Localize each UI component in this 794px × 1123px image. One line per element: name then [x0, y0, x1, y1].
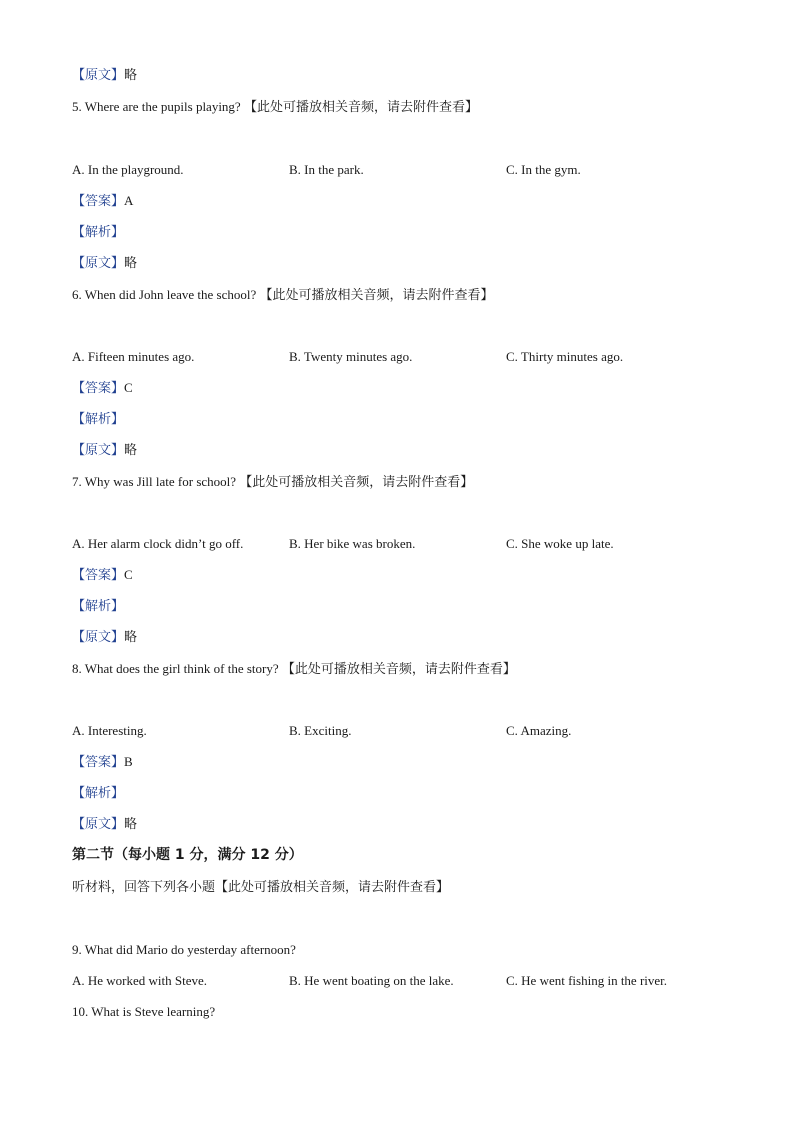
option-a: A. Interesting.: [72, 723, 147, 738]
question-text: 9. What did Mario do yesterday afternoon?: [72, 942, 296, 957]
question-text: 5. Where are the pupils playing?: [72, 99, 241, 114]
original-text-line: [72, 66, 137, 85]
audio-note: 【此处可播放相关音频，请去附件查看】: [281, 662, 516, 677]
audio-note: 【此处可播放相关音频，请去附件查看】: [239, 475, 474, 490]
answer-value: B: [124, 754, 133, 769]
answer-value: C: [124, 567, 133, 582]
question-8-stem: [72, 660, 516, 679]
analysis-line: [72, 223, 124, 242]
answer-value: C: [124, 380, 133, 395]
section-2-heading: 第二节（每小题 1 分，满分 12 分）: [72, 847, 303, 863]
audio-note: 【此处可播放相关音频，请去附件查看】: [215, 880, 450, 895]
answer-label: 【答案】: [72, 755, 125, 770]
audio-note: 【此处可播放相关音频，请去附件查看】: [259, 288, 494, 303]
omitted-text: 略: [124, 68, 138, 83]
analysis-label: 【解析】: [72, 225, 125, 240]
omitted-text: 略: [124, 443, 138, 458]
analysis-label: 【解析】: [72, 786, 125, 801]
question-text: 10. What is Steve learning?: [72, 1004, 216, 1019]
audio-note: 【此处可播放相关音频，请去附件查看】: [243, 100, 478, 115]
question-5-stem: [72, 98, 478, 117]
option-b: B. Her bike was broken.: [289, 536, 416, 551]
answer-label: 【答案】: [72, 194, 125, 209]
analysis-label: 【解析】: [72, 412, 125, 427]
option-c: C. She woke up late.: [506, 536, 614, 551]
option-c: C. Amazing.: [506, 723, 572, 738]
section-heading: [72, 846, 303, 864]
answer-line: [72, 753, 133, 772]
question-text: 6. When did John leave the school?: [72, 287, 257, 302]
question-text: 7. Why was Jill late for school?: [72, 474, 237, 489]
option-a: A. In the playground.: [72, 162, 184, 177]
option-a: A. Her alarm clock didn’t go off.: [72, 536, 244, 551]
option-b: B. Twenty minutes ago.: [289, 349, 413, 364]
option-b: B. Exciting.: [289, 723, 352, 738]
analysis-line: [72, 410, 124, 429]
option-c: C. He went fishing in the river.: [506, 973, 668, 988]
original-text-label: 【原文】: [72, 443, 125, 458]
option-c: C. Thirty minutes ago.: [506, 349, 624, 364]
original-text-line: [72, 441, 137, 460]
omitted-text: 略: [124, 256, 138, 271]
original-text-label: 【原文】: [72, 817, 125, 832]
original-text-line: [72, 815, 137, 834]
question-10-stem: [72, 1003, 215, 1021]
analysis-line: [72, 597, 124, 616]
option-a: A. He worked with Steve.: [72, 973, 208, 988]
omitted-text: 略: [124, 630, 138, 645]
option-a: A. Fifteen minutes ago.: [72, 349, 195, 364]
question-7-stem: [72, 473, 473, 492]
analysis-line: [72, 784, 124, 803]
original-text-line: [72, 254, 137, 273]
question-9-stem: [72, 941, 296, 959]
answer-label: 【答案】: [72, 568, 125, 583]
original-text-label: 【原文】: [72, 630, 125, 645]
answer-label: 【答案】: [72, 381, 125, 396]
analysis-label: 【解析】: [72, 599, 125, 614]
omitted-text: 略: [124, 817, 138, 832]
original-text-line: [72, 628, 137, 647]
answer-line: [72, 566, 133, 585]
answer-value: A: [124, 193, 134, 208]
answer-line: [72, 192, 133, 211]
question-6-stem: [72, 286, 494, 305]
option-c: C. In the gym.: [506, 162, 581, 177]
option-b: B. He went boating on the lake.: [289, 973, 454, 988]
option-b: B. In the park.: [289, 162, 364, 177]
instruction-text: 听材料，回答下列各小题: [72, 880, 216, 895]
answer-line: [72, 379, 133, 398]
section-instruction: [72, 878, 449, 897]
original-text-label: 【原文】: [72, 68, 125, 83]
original-text-label: 【原文】: [72, 256, 125, 271]
question-text: 8. What does the girl think of the story?: [72, 661, 279, 676]
